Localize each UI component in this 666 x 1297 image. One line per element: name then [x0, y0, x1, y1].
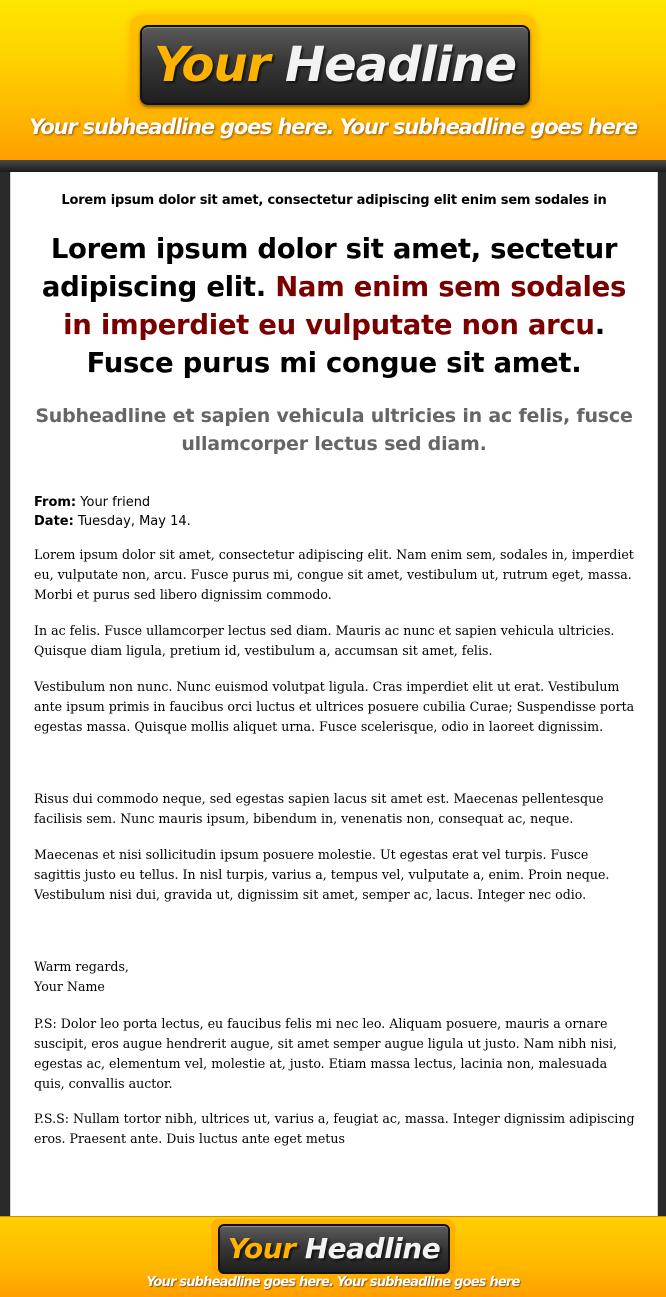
headline-highlight: Nam enim sem sodales in imperdiet eu vulputate non arcu: [63, 271, 627, 341]
footer-logo-text: [228, 1232, 440, 1265]
from-line: [34, 493, 634, 512]
header-divider-band: [0, 160, 666, 172]
postscript: P.S: Dolor leo porta lectus, eu faucibus felis mi nec leo. Aliquam posuere, mauris a ornare suscipit, eros augue hendrerit augue, sit amet semper augue ligula ut justo. Nam nibh nisi, egestas ac, elementum vel, molestie at, justo. Etiam massa lectus, lacinia non, malesuada quis, convallis auctor.: [34, 1016, 618, 1091]
body-paragraph-3: Vestibulum non nunc. Nunc euismod volutpat ligula. Cras imperdiet elit ut erat. Vestibulum ante ipsum primis in faucibus orci luctus et ultrices posuere cubilia Curae; Suspendisse porta egestas massa. Quisque mollis aliquet urna. Fusce scelerisque, odio in laoreet dignissim.: [34, 679, 635, 734]
footer-banner: [0, 1216, 666, 1297]
sales-letter: [10, 172, 658, 1216]
footer-logo: [218, 1224, 450, 1274]
date-value: Tuesday, May 14.: [73, 514, 191, 529]
from-label: From:: [34, 495, 77, 510]
header-subheadline: Your subheadline goes here. Your subheadline goes here: [29, 115, 637, 139]
header-logo: [140, 25, 530, 105]
post-postscript: P.S.S: Nullam tortor nibh, ultrices ut, varius a, feugiat ac, massa. Integer dignissim adipiscing eros. Praesent ante. Duis luctus ante eget metus: [34, 1111, 635, 1146]
closing-line-1: Warm regards,: [34, 959, 129, 974]
logo-word-your: Your: [153, 37, 270, 93]
body-paragraph-2: In ac felis. Fusce ullamcorper lectus sed diam. Mauris ac nunc et sapien vehicula ultricies. Quisque diam ligula, pretium id, vestibulum a, accumsan sit amet, felis.: [34, 623, 615, 658]
letter-meta: [34, 493, 634, 531]
closing-signature: Your Name: [34, 979, 105, 994]
header-banner: [0, 0, 666, 162]
logo-word-headline: Headline: [285, 37, 517, 93]
footer-logo-word-your: Your: [227, 1232, 296, 1265]
closing: [34, 957, 638, 997]
date-label: Date:: [34, 514, 74, 529]
subheadline: Subheadline et sapien vehicula ultricies in ac felis, fusce ullamcorper lectus sed diam.: [35, 405, 633, 455]
footer-subheadline: Your subheadline goes here. Your subheadline goes here: [146, 1275, 520, 1290]
pre-headline: Lorem ipsum dolor sit amet, consectetur adipiscing elit enim sem sodales in: [61, 193, 607, 208]
main-headline: [33, 230, 635, 382]
date-line: [34, 512, 634, 531]
headline-part-2: . Fusce purus mi congue sit amet.: [86, 309, 605, 379]
body-paragraph-5: Maecenas et nisi sollicitudin ipsum posuere molestie. Ut egestas erat vel turpis. Fusce sagittis justo eu tellus. In nisl turpis, varius a, tempus vel, vulputate a, enim. Proin neque. Vestibulum nisi dui, gravida ut, dignissim sit amet, semper ac, lacus. Integer nec odio.: [34, 847, 610, 902]
footer-logo-word-headline: Headline: [304, 1232, 441, 1265]
from-value: Your friend: [76, 495, 151, 510]
logo-text: [154, 37, 516, 93]
body-paragraph-4: Risus dui commodo neque, sed egestas sapien lacus sit amet est. Maecenas pellentesque facilisis sem. Nunc mauris ipsum, bibendum in, venenatis non, consequat ac, neque.: [34, 791, 604, 826]
headline-part-1: Lorem ipsum dolor sit amet, sectetur adipiscing elit.: [41, 233, 618, 303]
body-paragraph-1: Lorem ipsum dolor sit amet, consectetur adipiscing elit. Nam enim sem, sodales in, imperdiet eu, vulputate non, arcu. Fusce purus mi, congue sit amet, vestibulum ut, rutrum eget, massa. Morbi et purus sed libero dignissim commodo.: [34, 547, 634, 602]
